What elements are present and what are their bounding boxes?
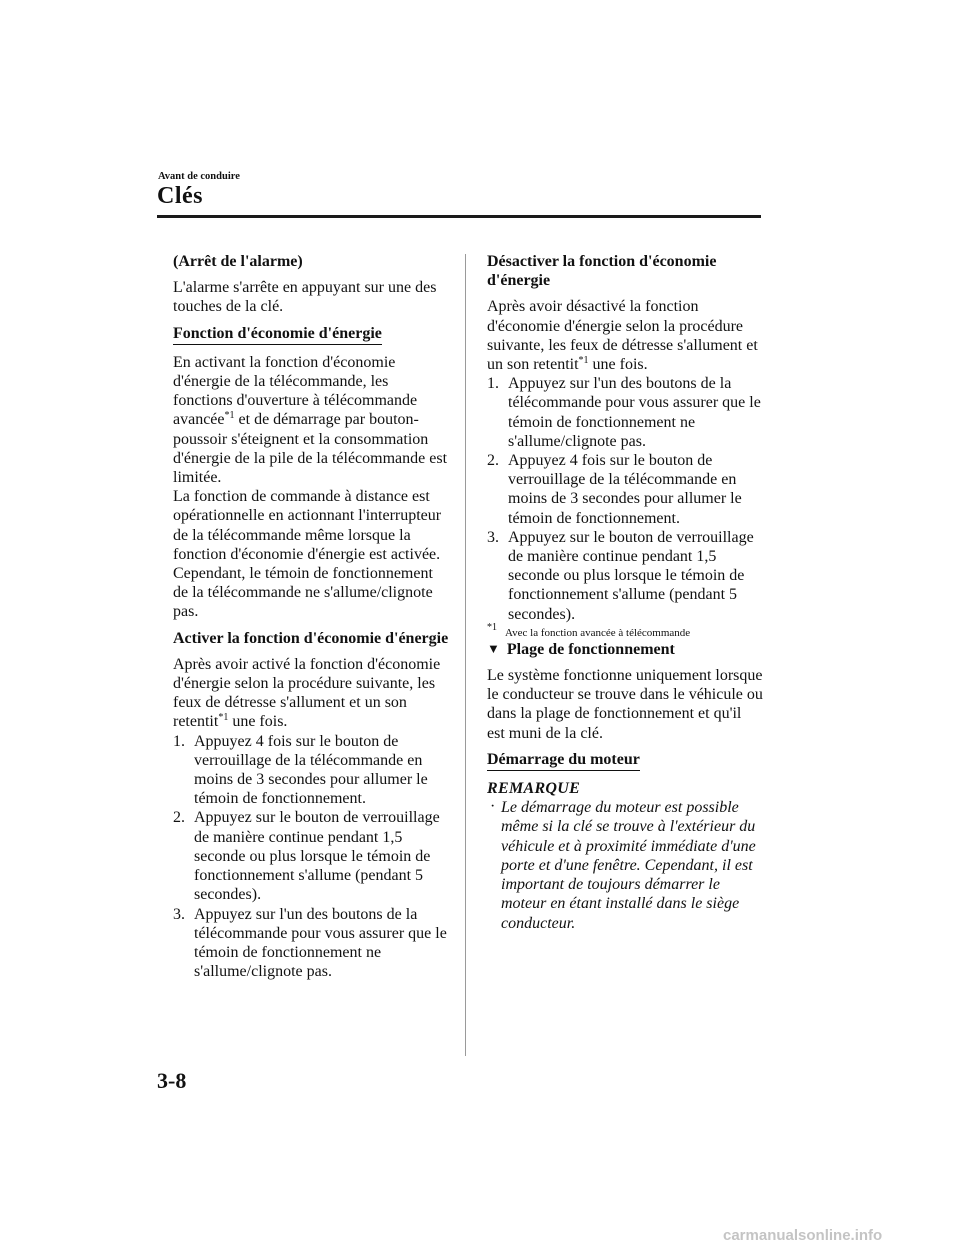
eco-paragraph-2: La fonction de commande à distance est opérationnelle en actionnant l'interrupteur de la télécommande même lorsque la fonction d'économie d'énergie est activée. Cependant, le témoin de fonctionnement de la télécommande ne s'allume/clignote pas. [173, 488, 442, 621]
header-rule [157, 215, 761, 218]
list-item: 3. Appuyez sur le bouton de verrouillage de manière continue pendant 1,5 seconde ou plus lorsque le témoin de fonctionnement s'allume (pendant 5 secondes). [487, 528, 754, 623]
footnote: $^{*1}$ Avec la fonction avancée à télécommande [487, 621, 691, 639]
page-title: Clés [157, 183, 203, 209]
range-paragraph: Le système fonctionne uniquement lorsque le conducteur se trouve dans le véhicule ou dans la plage de fonctionnement et qu'il est muni de la clé. [487, 667, 763, 742]
alarm-stop-heading: (Arrêt de l'alarme) [173, 253, 303, 270]
triangle-down-icon: ▼ [487, 640, 500, 656]
deactivate-paragraph: Après avoir désactivé la fonction d'économie d'énergie selon la procédure suivante, les feux de détresse s'allument et un son retentit$^{*1}$ une fois. [487, 298, 758, 374]
activate-steps [173, 732, 449, 982]
range-heading: ▼ Plage de fonctionnement [487, 640, 675, 658]
note-item: · Le démarrage du moteur est possible même si la clé se trouve à l'extérieur du véhicule et à proximité immédiate d'une porte et d'une fenêtre. Cependant, il est important de toujours démarrer le moteur en étant installé dans le siège conducteur. [490, 798, 756, 932]
list-item: 3. Appuyez sur l'un des boutons de la télécommande pour vous assurer que le témoin de fonctionnement ne s'allume/clignote pas. [173, 905, 447, 981]
left-column [173, 252, 449, 988]
alarm-stop-paragraph: L'alarme s'arrête en appuyant sur une des touches de la clé. [173, 279, 437, 316]
footnote-ref: *1 [224, 410, 235, 422]
deactivate-heading: Désactiver la fonction d'économie d'énergie [487, 253, 717, 290]
list-item: 2. Appuyez sur le bouton de verrouillage de manière continue pendant 1,5 seconde ou plus lorsque le témoin de fonctionnement s'allume (pendant 5 secondes). [173, 809, 440, 904]
footnote-ref: *1 [578, 355, 589, 367]
footnote-ref: *1 [218, 712, 229, 724]
bullet-icon: · [490, 798, 496, 816]
right-column [487, 252, 763, 933]
page-number: 3-8 [157, 1068, 187, 1093]
watermark: carmanualsonline.info [723, 1227, 883, 1244]
section-label: Avant de conduire [158, 171, 240, 182]
note-label: REMARQUE [487, 780, 581, 798]
engine-start-heading: Démarrage du moteur [487, 750, 640, 771]
list-item: 1. Appuyez sur l'un des boutons de la télécommande pour vous assurer que le témoin de fonctionnement ne s'allume/clignote pas. [487, 375, 761, 450]
list-item: 1. Appuyez 4 fois sur le bouton de verrouillage de la télécommande en moins de 3 secondes pour allumer le témoin de fonctionnement. [173, 732, 428, 808]
deactivate-steps [487, 374, 763, 624]
column-divider [465, 254, 466, 1056]
eco-heading: Fonction d'économie d'énergie [173, 324, 382, 345]
list-item: 2. Appuyez 4 fois sur le bouton de verrouillage de la télécommande en moins de 3 secondes pour allumer le témoin de fonctionnement. [487, 452, 742, 527]
activate-heading: Activer la fonction d'économie d'énergie [173, 629, 449, 647]
activate-paragraph: Après avoir activé la fonction d'économie d'énergie selon la procédure suivante, les feux de détresse s'allument et un son retentit$^{*1}$ une fois. [173, 655, 441, 731]
eco-paragraph: En activant la fonction d'économie d'énergie de la télécommande, les fonctions d'ouverture à télécommande avancée$^{*1}$ et de démarrage par bouton-poussoir s'éteignent et la consommation d'énergie de la pile de la télécommande est limitée. [173, 353, 448, 487]
